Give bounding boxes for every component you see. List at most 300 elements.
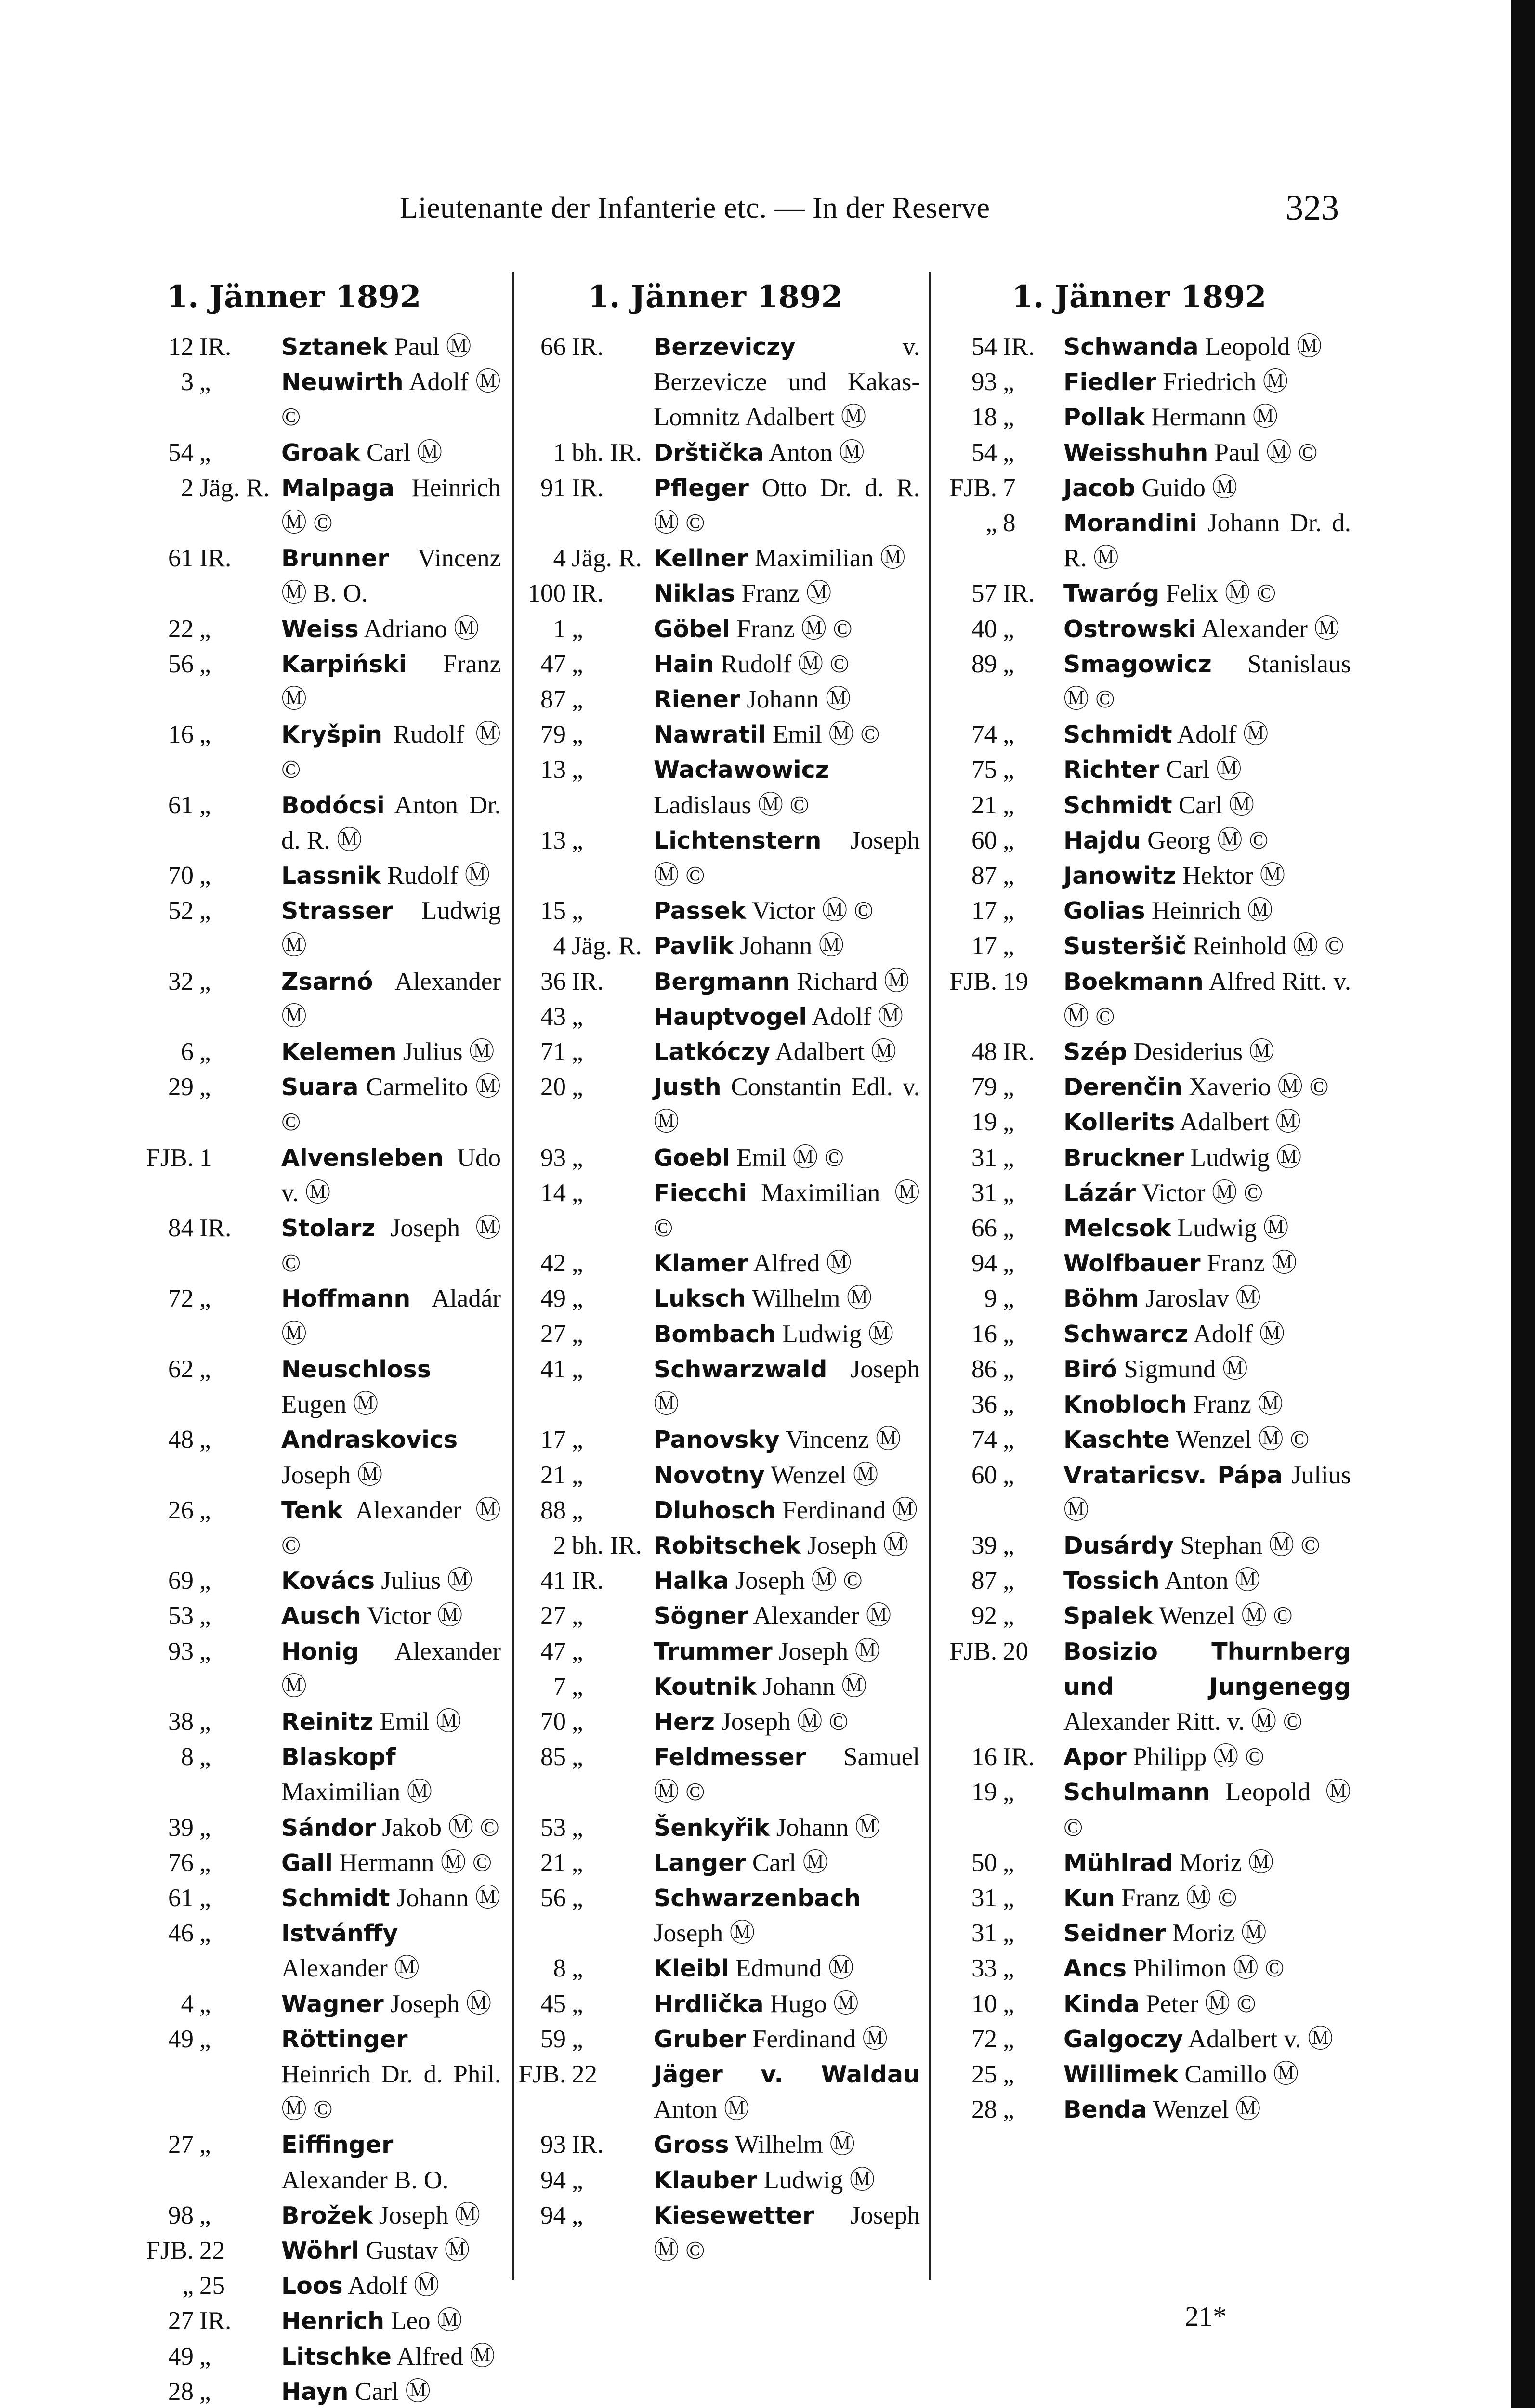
unit-number: 19 [971,1108,997,1137]
roster-entry [511,1881,920,1951]
officer-surname: Gall [281,1849,333,1877]
unit-number: 4 [553,544,566,573]
roster-entry [511,647,920,682]
unit-number: 29 [168,1073,194,1101]
unit-type: „ [199,791,211,819]
officer-text [644,1669,920,1704]
unit-type: „ [572,650,583,678]
unit-type: „ [572,1602,583,1630]
unit-reference [87,964,272,999]
officer-details: Maximilian Ⓜ [754,544,906,573]
unit-number: 79 [971,1073,997,1101]
roster-entry [511,1140,920,1176]
officer-text [644,1034,920,1070]
unit-reference [511,2163,644,2198]
unit-reference [87,717,272,752]
unit-reference [511,1528,644,1563]
unit-number: 32 [168,967,194,995]
officer-surname: Pfleger [654,474,749,502]
unit-type: „ [1003,1884,1014,1912]
officer-text [1054,893,1351,929]
running-title: Lieutenante der Infanterie etc. — In der Reserve [400,192,990,224]
unit-reference [87,1211,272,1246]
roster-entry [927,1458,1351,1528]
officer-surname: Pavlik [654,932,734,960]
unit-number: 87 [540,685,566,714]
officer-surname: Bosizio Thurnberg und Jungenegg [1063,1637,1351,1701]
unit-number: 53 [168,1602,194,1630]
unit-type: „ [199,1426,211,1454]
officer-surname: Brožek [281,2201,373,2229]
unit-type: „ [1003,1178,1014,1207]
unit-number: 57 [971,579,997,608]
officer-details: Johann Dr. d. R. Ⓜ [1063,509,1351,573]
unit-number: 39 [168,1813,194,1842]
unit-reference [511,1740,644,1775]
officer-surname: Gross [654,2131,729,2159]
unit-type: „ [572,1073,583,1101]
officer-text [272,2374,501,2408]
officer-surname: Dluhosch [654,1496,776,1524]
officer-details: Adolf Ⓜ [1193,1320,1285,1348]
officer-text [644,1352,920,1422]
unit-type: IR. [572,473,604,502]
unit-type: „ [572,1002,583,1031]
officer-surname: Sztanek [281,333,388,361]
roster-entry [927,788,1351,823]
unit-type: „ [572,720,583,749]
officer-details: Ludwig Ⓜ [1177,1214,1289,1243]
officer-details: Jakob Ⓜ © [382,1813,499,1842]
officer-details: Wenzel Ⓜ © [1176,1426,1310,1454]
unit-number: 20 [540,1073,566,1101]
unit-number: 89 [971,650,997,678]
officer-details: Paul Ⓜ [394,333,472,361]
officer-text [1054,1176,1351,1211]
officer-surname: Fiedler [1063,368,1156,396]
roster-entry [511,1810,920,1845]
roster-entry [511,2127,920,2162]
unit-number: 6 [181,1038,194,1066]
roster-entry [511,1598,920,1634]
officer-details: Paul Ⓜ © [1214,438,1318,467]
officer-surname: Justh [654,1073,722,1101]
unit-reference [927,576,1054,611]
unit-number: 48 [168,1426,194,1454]
unit-reference [511,964,644,999]
unit-reference [511,647,644,682]
roster-entry [511,1704,920,1740]
officer-text [1054,858,1351,893]
unit-number: 98 [168,2201,194,2229]
officer-details: Anton Ⓜ [769,438,865,467]
officer-details: Heinrich Ⓜ [1151,897,1273,925]
officer-details: Leo Ⓜ [391,2307,462,2335]
unit-type: „ [199,897,211,925]
roster-entry [87,788,501,858]
unit-number: 91 [540,473,566,502]
unit-number: 40 [971,615,997,643]
officer-details: Reinhold Ⓜ © [1193,932,1344,960]
roster-entry [927,365,1351,400]
roster-entry [511,1176,920,1246]
officer-surname: Eiffinger [281,2131,394,2159]
unit-type: „ [572,1989,583,2018]
officer-text [644,612,920,647]
unit-type: „ [572,685,583,714]
unit-number: 52 [168,897,194,925]
officer-surname: Šenkyřik [654,1814,770,1842]
unit-number: 14 [540,1178,566,1207]
unit-number: 7 [553,1672,566,1701]
unit-type: „ [199,1602,211,1630]
unit-number: 46 [168,1919,194,1948]
unit-type: „ [572,1143,583,1172]
roster-entry [927,1352,1351,1387]
officer-details: Wenzel Ⓜ [770,1461,879,1489]
officer-surname: Göbel [654,615,730,643]
unit-reference [927,1528,1054,1563]
unit-number: 53 [540,1813,566,1842]
officer-surname: Kleibl [654,1955,729,1983]
roster-entry [87,1598,501,1634]
officer-surname: Schmidt [1063,791,1172,819]
unit-reference [87,2198,272,2233]
unit-reference [87,1987,272,2022]
roster-entry [511,1317,920,1352]
officer-surname: Koutnik [654,1673,757,1701]
roster-entry [511,1281,920,1316]
unit-number: 26 [168,1496,194,1524]
roster-entry [511,964,920,999]
officer-surname: Benda [1063,2096,1147,2124]
officer-text [272,1881,501,1916]
unit-type: „ [572,1355,583,1383]
officer-surname: Wöhrl [281,2237,359,2264]
unit-reference [927,1387,1054,1422]
officer-text [1054,1598,1351,1634]
roster-entry [87,717,501,787]
unit-number: 56 [168,650,194,678]
unit-reference [511,893,644,929]
unit-reference [87,1881,272,1916]
roster-entry [511,893,920,929]
officer-details: Ferdinand Ⓜ [782,1496,918,1524]
roster-entry [927,858,1351,893]
unit-number: 27 [540,1320,566,1348]
unit-number: 71 [540,1038,566,1066]
roster-entry [511,823,920,893]
unit-number: 62 [168,1355,194,1383]
unit-number: 17 [971,897,997,925]
roster-entry [927,929,1351,964]
unit-number: 75 [971,756,997,784]
roster-entry [927,1387,1351,1422]
roster-entry [927,1951,1351,1986]
roster-entry [511,1987,920,2022]
officer-surname: Böhm [1063,1285,1139,1313]
officer-surname: Tenk [281,1496,343,1524]
roster-entry [87,1281,501,1351]
officer-surname: Knobloch [1063,1391,1187,1419]
officer-text [644,929,920,964]
unit-number: 19 [971,1778,997,1806]
unit-number: 54 [168,438,194,467]
officer-surname: Susteršič [1063,932,1187,960]
officer-text [1054,1352,1351,1387]
unit-reference [511,752,644,787]
unit-type: „ [199,1743,211,1771]
unit-number: 1 [553,615,566,643]
unit-reference [87,329,272,365]
officer-surname: Istvánffy [281,1920,398,1948]
officer-text [1054,752,1351,787]
roster-entry [927,893,1351,929]
unit-type: „ [199,1848,211,1877]
roster-entry [87,1070,501,1140]
officer-text [644,541,920,576]
roster-entry [511,1740,920,1810]
roster-entry [87,329,501,365]
officer-text [1054,929,1351,964]
unit-number: 28 [168,2377,194,2406]
unit-reference [511,1881,644,1916]
unit-type: „ [199,1355,211,1383]
roster-entry [927,1246,1351,1281]
officer-text [644,2057,920,2127]
officer-text [644,1246,920,1281]
unit-type: „ [199,1989,211,2018]
officer-surname: Dusárdy [1063,1531,1174,1559]
officer-surname: Strasser [281,897,393,925]
officer-surname: Riener [654,686,741,714]
unit-reference [87,1845,272,1881]
unit-reference [927,1458,1054,1493]
unit-reference [927,1317,1054,1352]
officer-text [644,435,920,471]
roster-entry [87,2339,501,2374]
officer-surname: Twaróg [1063,580,1160,608]
officer-surname: Brunner [281,545,389,573]
roster-entry [511,1246,920,1281]
unit-reference [511,541,644,576]
officer-details: Adalbert v. Ⓜ [1188,2025,1333,2053]
roster-entry [87,1563,501,1598]
roster-entry [511,1634,920,1669]
officer-details: Peter Ⓜ © [1146,1989,1256,2018]
scan-edge [1511,0,1535,2408]
unit-type: „ [572,1461,583,1489]
roster-entry [927,1105,1351,1140]
unit-type: IR. [199,333,232,361]
officer-text [644,1598,920,1634]
officer-details: Guido Ⓜ [1141,473,1238,502]
officer-details: Joseph Ⓜ © [281,1214,501,1278]
officer-text [272,893,501,964]
roster-entry [927,1176,1351,1211]
roster-entry [927,1634,1351,1740]
unit-reference [511,1493,644,1528]
unit-type: „ [572,1743,583,1771]
unit-number: 74 [971,1426,997,1454]
unit-number: 42 [540,1249,566,1278]
unit-number: 94 [971,1249,997,1278]
unit-type: 20 [1003,1637,1028,1665]
roster-entry [927,647,1351,717]
unit-reference [511,1634,644,1669]
officer-text [1054,1951,1351,1986]
unit-type: „ [199,368,211,396]
officer-text [644,1704,920,1740]
officer-details: Carl Ⓜ [366,438,443,467]
officer-text [272,2233,501,2268]
roster-entry [927,612,1351,647]
unit-type: 22 [572,2060,597,2088]
officer-details: Rudolf Ⓜ [387,862,490,890]
unit-reference [927,1775,1054,1810]
officer-surname: Karpiński [281,650,407,678]
unit-reference [511,1281,644,1316]
unit-reference [927,858,1054,893]
roster-entry [927,471,1351,506]
unit-type: „ [199,2201,211,2229]
unit-type: „ [1003,1989,1014,2018]
unit-number: 87 [971,1567,997,1595]
unit-reference [511,1317,644,1352]
officer-text [272,1598,501,1634]
officer-text [644,2022,920,2057]
roster-entry [927,329,1351,365]
unit-type: „ [199,1073,211,1101]
officer-details: Julius Ⓜ [381,1567,473,1595]
roster-entry [511,2022,920,2057]
roster-entry [927,1281,1351,1316]
officer-text [272,788,501,858]
roster-entry [87,1810,501,1845]
unit-reference [927,2092,1054,2127]
officer-text [1054,365,1351,400]
officer-surname: Richter [1063,756,1160,784]
unit-type: „ [199,2131,211,2159]
officer-text [272,2198,501,2233]
officer-text [1054,964,1351,1034]
unit-number: 85 [540,1743,566,1771]
officer-surname: Smagowicz [1063,650,1212,678]
unit-reference [511,1987,644,2022]
unit-number: 31 [971,1919,997,1948]
officer-surname: Bodócsi [281,791,385,819]
officer-text [1054,1246,1351,1281]
unit-type: „ [572,1707,583,1736]
officer-details: Joseph Ⓜ [654,1355,920,1419]
officer-surname: Loos [281,2272,343,2300]
unit-number: FJB. [146,2236,194,2264]
unit-number: 39 [971,1531,997,1559]
unit-number: 4 [181,1989,194,2018]
unit-reference [927,1105,1054,1140]
unit-number: 50 [971,1848,997,1877]
unit-reference [511,471,644,506]
roster-entry [927,1563,1351,1598]
officer-details: Adolf Ⓜ [1177,720,1269,749]
unit-number: 25 [971,2060,997,2088]
unit-type: „ [199,2377,211,2406]
unit-reference [87,435,272,471]
roster-entry [927,1740,1351,1775]
officer-text [272,435,501,471]
unit-type: „ [1003,791,1014,819]
unit-type: „ [572,1426,583,1454]
officer-text [1054,1140,1351,1176]
unit-reference [87,541,272,576]
unit-type: „ [572,1884,583,1912]
officer-text [272,2022,501,2128]
roster-entry [927,2092,1351,2127]
officer-details: Samuel Ⓜ © [654,1743,920,1806]
unit-type: 22 [199,2236,225,2264]
unit-type: „ [1003,1320,1014,1348]
unit-type: „ [572,1813,583,1842]
unit-reference [511,823,644,858]
officer-surname: Schmidt [281,1884,390,1912]
officer-details: Stanislaus Ⓜ © [1063,650,1351,714]
officer-surname: Groak [281,439,360,467]
officer-surname: Niklas [654,580,735,608]
roster-entry [87,1493,501,1563]
unit-number: 47 [540,650,566,678]
officer-text [644,1740,920,1810]
unit-number: 27 [168,2131,194,2159]
officer-details: Joseph Ⓜ © [654,826,920,890]
officer-details: Felix Ⓜ © [1166,579,1276,608]
roster-entry [87,858,501,893]
officer-details: Joseph Ⓜ © [735,1567,863,1595]
unit-type: „ [572,2166,583,2194]
officer-text [644,1458,920,1493]
unit-type: „ [1003,862,1014,890]
officer-surname: Bruckner [1063,1144,1184,1172]
officer-surname: Lassnik [281,862,381,890]
officer-text [644,576,920,611]
unit-type: „ [572,1249,583,1278]
roster-entry [87,1704,501,1740]
unit-number: 28 [971,2095,997,2124]
unit-number: 17 [540,1426,566,1454]
officer-surname: Goebl [654,1144,730,1172]
unit-reference [927,823,1054,858]
roster-entry [87,893,501,964]
officer-details: Emil Ⓜ © [772,720,880,749]
unit-reference [927,964,1054,999]
unit-reference [927,752,1054,787]
officer-surname: Latkóczy [654,1038,771,1066]
officer-text [272,612,501,647]
unit-reference [927,1070,1054,1105]
officer-surname: Galgoczy [1063,2025,1183,2053]
officer-text [1054,2057,1351,2092]
roster-entry [511,435,920,471]
officer-surname: Herz [654,1708,715,1736]
officer-details: Sigmund Ⓜ [1124,1355,1248,1383]
unit-type: Jäg. R. [199,473,270,502]
unit-type: „ [1003,2025,1014,2053]
unit-type: „ [1003,720,1014,749]
officer-details: Emil Ⓜ [380,1707,461,1736]
unit-number: 16 [168,720,194,749]
unit-number: 2 [553,1531,566,1559]
unit-type: „ [1003,1390,1014,1419]
officer-surname: Luksch [654,1285,746,1313]
